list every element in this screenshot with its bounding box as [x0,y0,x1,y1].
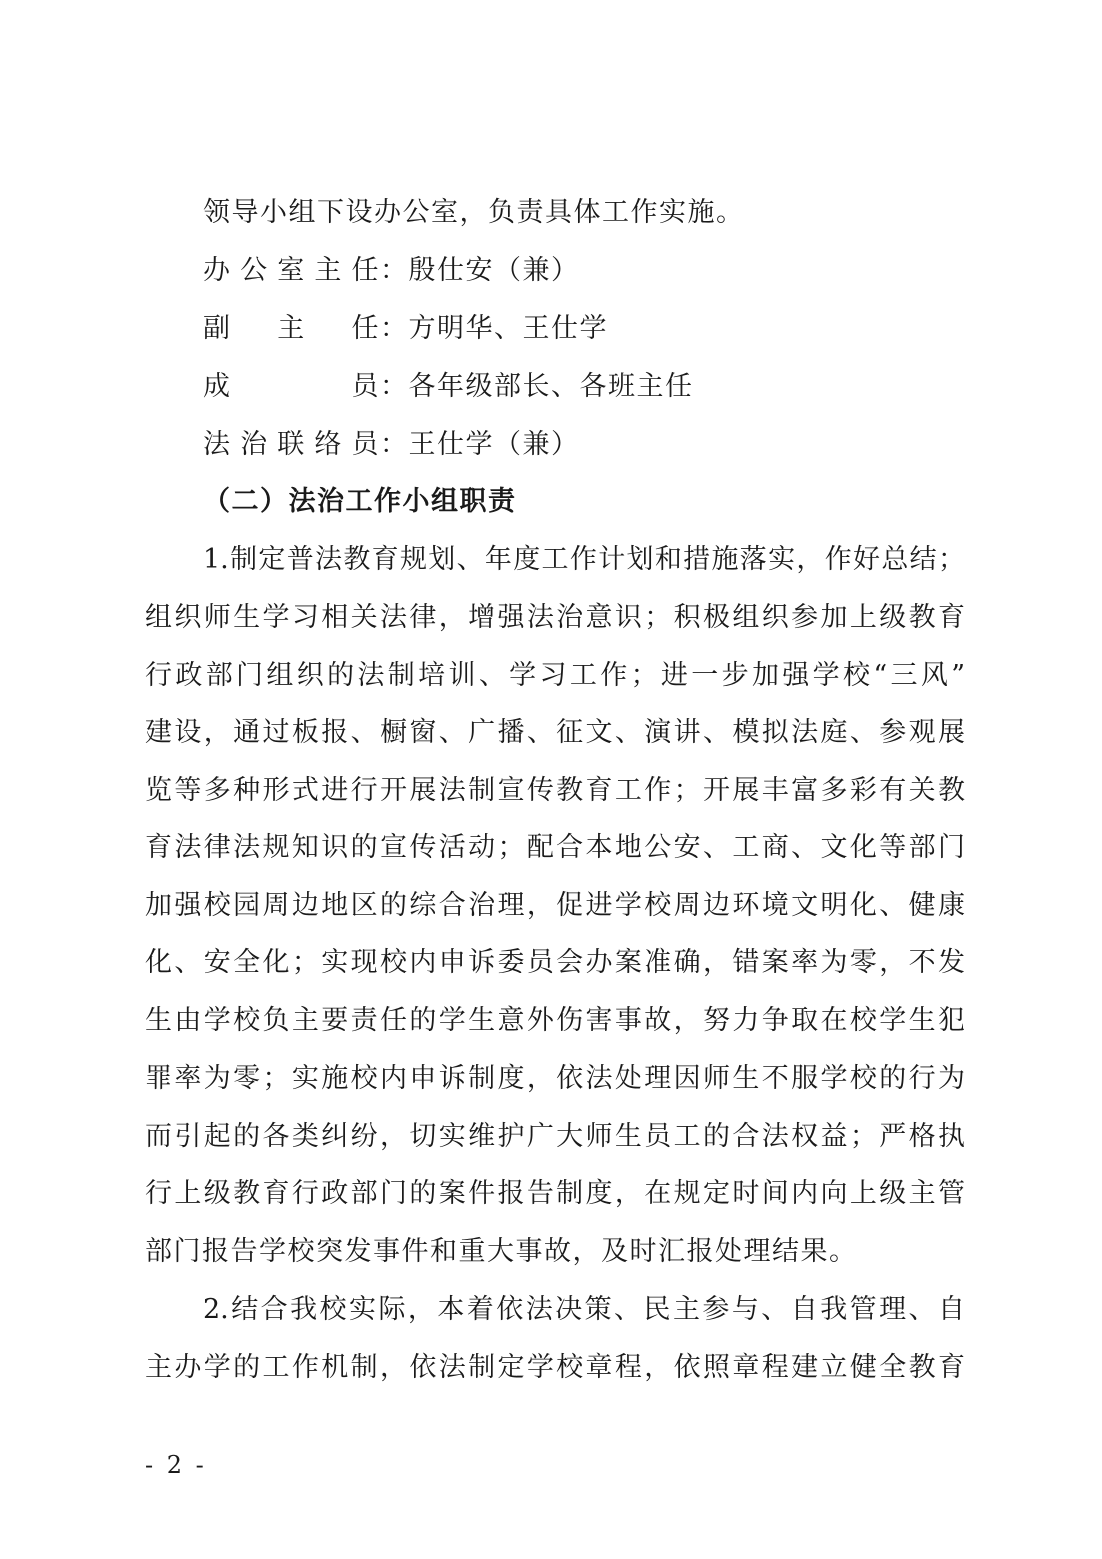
office-label: 成员 [203,371,380,402]
section-heading: （二）法治工作小组职责 [203,486,517,517]
office-value: ：王仕学（兼） [380,429,580,460]
office-row-director [203,254,580,288]
para1-line: 化、安全化；实现校内申诉委员会办案准确，错案率为零，不发 [145,947,965,978]
office-value: ：方明华、王仕学 [380,313,608,344]
office-label: 副主任 [203,313,380,344]
para1-line: 1.制定普法教育规划、年度工作计划和措施落实，作好总结； [203,544,965,575]
office-value: ：殷仕安（兼） [380,255,580,286]
intro-line: 领导小组下设办公室，负责具体工作实施。 [203,197,745,228]
para1-line: 行上级教育行政部门的案件报告制度，在规定时间内向上级主管 [145,1178,965,1209]
para1-line: 加强校园周边地区的综合治理，促进学校周边环境文明化、健康 [145,890,965,921]
office-row-members [203,370,694,404]
para1-line: 而引起的各类纠纷，切实维护广大师生员工的合法权益；严格执 [145,1121,965,1152]
para2-line: 2.结合我校实际，本着依法决策、民主参与、自我管理、自 [203,1294,965,1325]
para1-line: 览等多种形式进行开展法制宣传教育工作；开展丰富多彩有关教 [145,775,965,806]
para1-line: 行政部门组织的法制培训、学习工作；进一步加强学校“三风” [145,660,965,691]
para1-line: 育法律法规知识的宣传活动；配合本地公安、工商、文化等部门 [145,832,965,863]
para2-line: 主办学的工作机制，依法制定学校章程，依照章程建立健全教育 [145,1352,965,1383]
office-row-deputy [203,312,608,346]
para1-line: 建设，通过板报、橱窗、广播、征文、演讲、模拟法庭、参观展 [145,717,965,748]
office-label: 办公室主任 [203,255,380,286]
para1-line: 生由学校负主要责任的学生意外伤害事故，努力争取在校学生犯 [145,1005,965,1036]
office-label: 法治联络员 [203,429,380,460]
office-row-liaison [203,428,580,462]
page-number: - 2 - [145,1451,207,1479]
para1-line: 组织师生学习相关法律，增强法治意识；积极组织参加上级教育 [145,602,965,633]
para1-line: 罪率为零；实施校内申诉制度，依法处理因师生不服学校的行为 [145,1063,965,1094]
office-value: ：各年级部长、各班主任 [380,371,694,402]
para1-line: 部门报告学校突发事件和重大事故，及时汇报处理结果。 [145,1236,858,1267]
